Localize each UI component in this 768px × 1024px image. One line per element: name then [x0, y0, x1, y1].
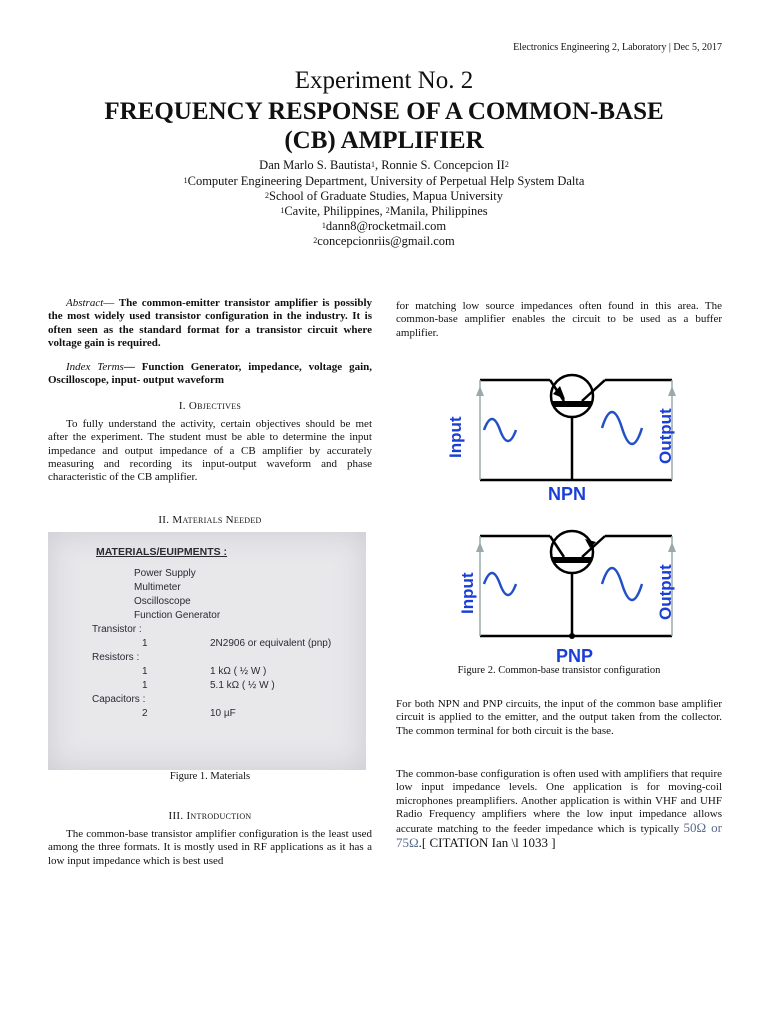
resistors-label: Resistors : — [92, 652, 140, 663]
introduction-heading: III. Introduction — [168, 810, 252, 822]
resistor-2-desc: 5.1 kΩ ( ½ W ) — [210, 680, 275, 691]
experiment-number: Experiment No. 2 — [294, 67, 474, 94]
citation: .[ CITATION Ian \l 1033 ] — [418, 835, 556, 851]
npn-input-label: Input — [446, 416, 465, 458]
impedance-values: 50Ω or 75Ω — [396, 820, 722, 851]
transistor-desc: 2N2906 or equivalent (pnp) — [210, 638, 332, 649]
output-wave-pnp — [602, 568, 642, 600]
introduction-text: The common-base transistor amplifier configuration is the least used among the three formats. It is mostly used in RF applications as it has a low input impedance which is best used — [48, 828, 372, 867]
material-item: Oscilloscope — [134, 596, 191, 607]
locations: $^1$Cavite, Philippines, $^2$Manila, Philippines — [280, 204, 488, 218]
resistor-1-desc: 1 kΩ ( ½ W ) — [210, 666, 267, 677]
input-wave-npn — [484, 419, 516, 441]
pnp-label: PNP — [556, 646, 594, 666]
npn-transistor-icon — [550, 375, 605, 417]
transistor-label: Transistor : — [92, 624, 142, 635]
paper-title-line1: FREQUENCY RESPONSE OF A COMMON-BASE — [104, 98, 664, 125]
photo-title: MATERIALS/EUIPMENTS : — [96, 546, 228, 558]
applications-paragraph: The common-base configuration is often used with amplifiers that require low input impedance levels. One application is for moving-coil microphones preamplifiers. Another application is within VHF and UHF Radio Frequency amplifiers where the low input impedance allows accurate matching to the feeder impedance which is typically 50Ω or 75Ω.[ CITATION Ian \l 1033 ] — [396, 768, 722, 851]
capacitor-desc: 10 µF — [210, 708, 236, 719]
materials-heading: II. Materials Needed — [158, 514, 262, 526]
email-1: $^1$dann8@rocketmail.com — [321, 219, 447, 233]
figure-2-caption: Figure 2. Common-base transistor configuration — [457, 665, 661, 676]
npn-output-label: Output — [656, 408, 675, 464]
email-2: $^2$concepcionriis@gmail.com — [313, 234, 455, 248]
cb-circuit-figure — [440, 358, 720, 658]
npn-pnp-paragraph: For both NPN and PNP circuits, the input of the common base amplifier circuit is applied to the emitter, and the output taken from the collector. The common terminal for both circuit is the base. — [396, 698, 722, 737]
material-item: Function Generator — [134, 610, 221, 621]
objectives-heading: I. Objectives — [178, 400, 242, 412]
abstract: Abstract— The common-emitter transistor amplifier is possibly the most widely used transistor configuration in the industry. It is often seen as the standard format for a transistor circuit where voltage gain is required. — [48, 297, 373, 349]
pnp-input-label: Input — [458, 572, 477, 614]
pnp-transistor-icon — [550, 531, 605, 573]
transistor-qty: 1 — [142, 638, 148, 649]
npn-label: NPN — [548, 484, 587, 504]
capacitors-label: Capacitors : — [92, 694, 146, 705]
pnp-output-label: Output — [656, 564, 675, 620]
objectives-text: To fully understand the activity, certain objectives should be met after the experiment. The student must be able to determine the input impedance and output impedance of a CB amplifier by accurately measuring and recording its input-output waveform and phase characteristic of the CB amplifier. — [48, 418, 372, 484]
affiliation-2: $^2$School of Graduate Studies, Mapua University — [265, 189, 503, 203]
resistor-1-qty: 1 — [142, 666, 148, 677]
resistor-2-qty: 1 — [142, 680, 148, 691]
affiliation-1: $^1$Computer Engineering Department, University of Perpetual Help System Dalta — [183, 174, 585, 188]
materials-photo — [48, 532, 366, 770]
author-names: Dan Marlo S. Bautista$^1$, Ronnie S. Concepcion $II^2$ — [259, 158, 509, 172]
output-wave-npn — [602, 412, 642, 444]
intro-continued: for matching low source impedances often found in this area. The common-base amplifier enables the circuit to be used as a buffer amplifier. — [396, 300, 722, 339]
material-item: Multimeter — [134, 582, 181, 593]
running-header: Electronics Engineering 2, Laboratory | Dec 5, 2017 — [513, 42, 722, 53]
material-item: Power Supply — [134, 568, 196, 579]
input-wave-pnp — [484, 573, 516, 595]
index-terms: Index Terms— Function Generator, impedance, voltage gain, Oscilloscope, input- output waveform — [48, 361, 372, 387]
paper-title-line2: (CB) AMPLIFIER — [284, 127, 484, 154]
figure-1-caption: Figure 1. Materials — [169, 771, 251, 782]
capacitor-qty: 2 — [142, 708, 148, 719]
